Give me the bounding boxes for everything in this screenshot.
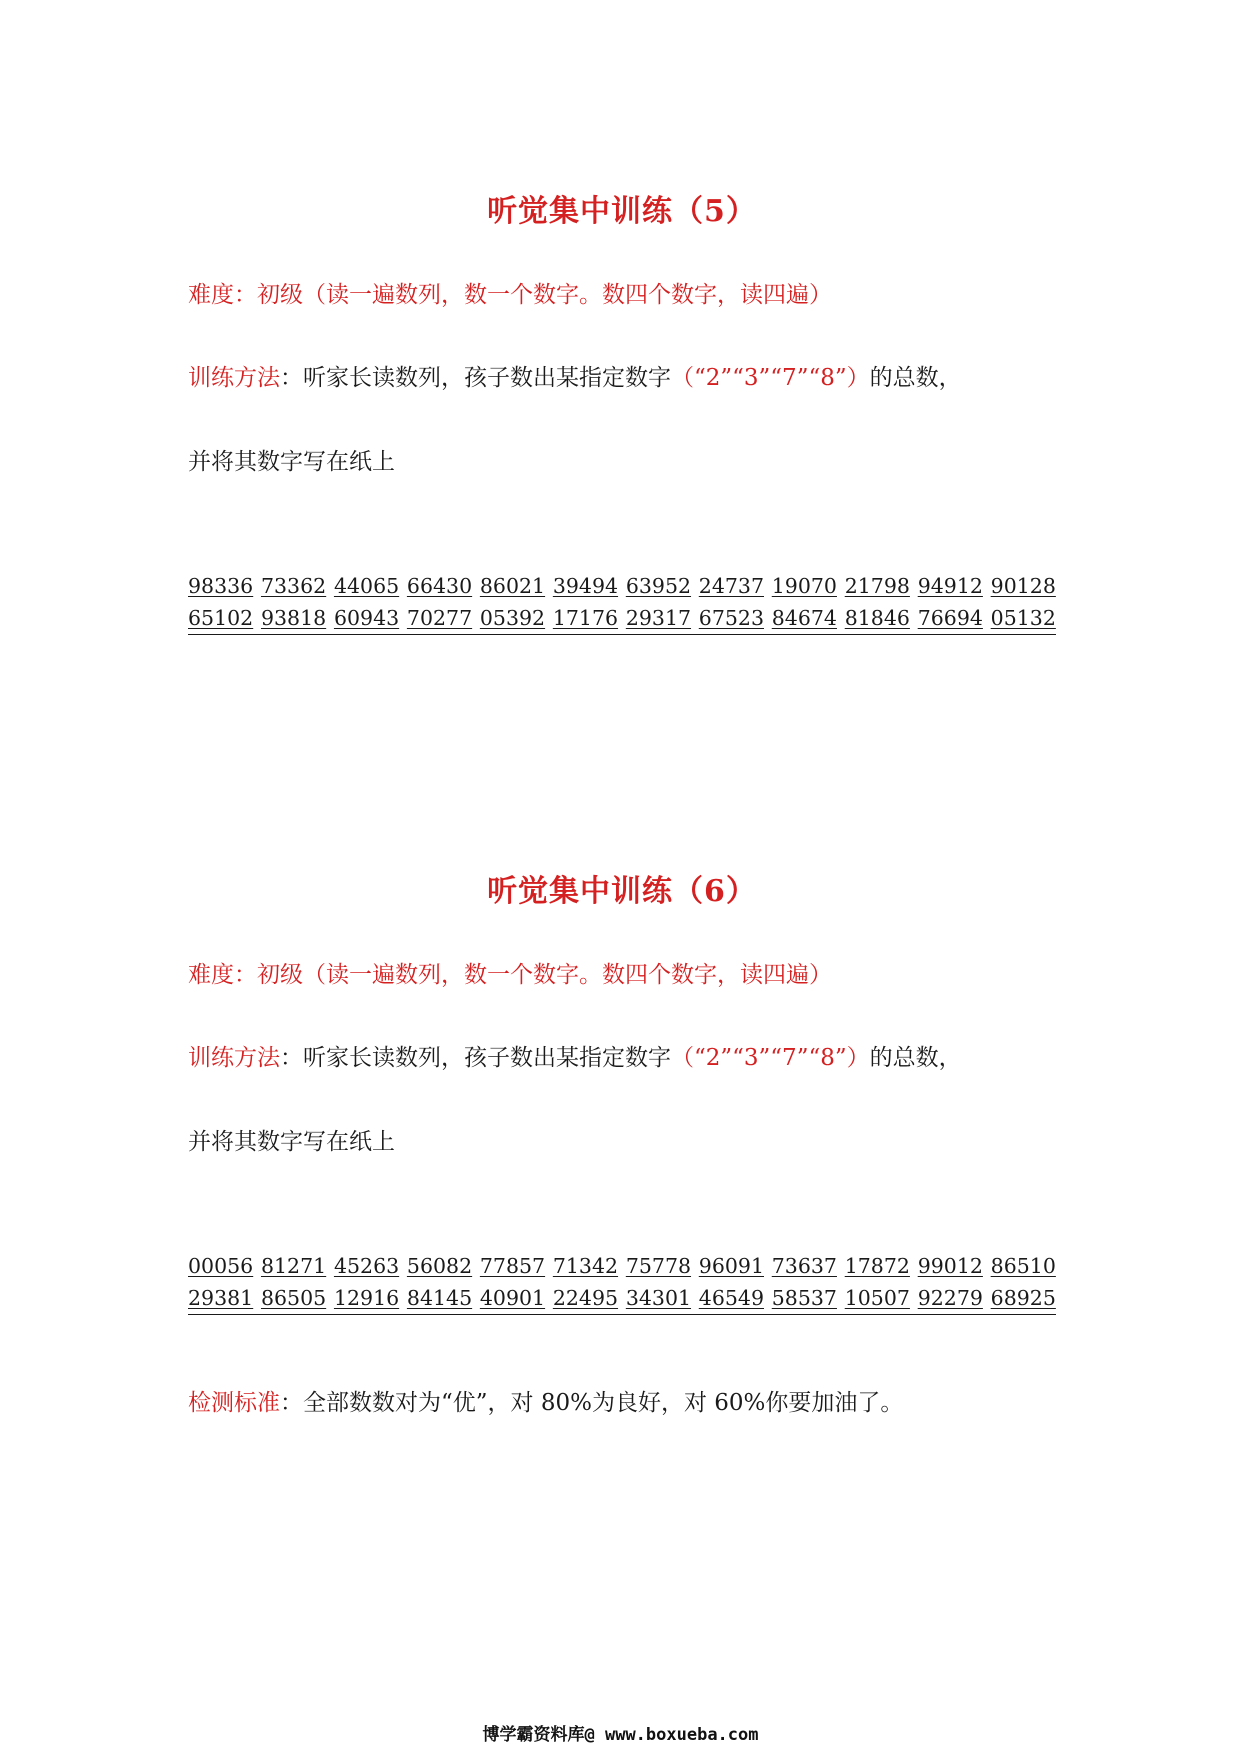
number-group: 17872: [844, 1254, 910, 1278]
method-colon: ：: [280, 365, 303, 391]
number-sequence: [188, 570, 1056, 635]
number-row: [188, 1250, 1056, 1282]
number-group: 68925: [990, 1286, 1056, 1310]
number-sequence: [188, 1250, 1056, 1315]
number-group: 40901: [479, 1286, 546, 1310]
method-colon: ：: [280, 1045, 303, 1071]
number-group: 90128: [990, 574, 1056, 598]
section-title: 听觉集中训练（6）: [487, 874, 757, 909]
number-group: 86510: [990, 1254, 1056, 1278]
number-group: 21798: [844, 574, 910, 598]
method-tail: 的总数，: [869, 1045, 962, 1071]
number-group: 19070: [771, 574, 837, 598]
number-group: 46549: [698, 1286, 764, 1310]
number-group: 29381: [188, 1286, 254, 1310]
method-text: 听家长读数列，孩子数出某指定数字: [303, 365, 671, 391]
number-group: 92279: [917, 1286, 983, 1310]
number-row: [188, 1282, 1056, 1314]
method-continuation: 并将其数字写在纸上: [188, 1129, 395, 1155]
number-group: 17176: [552, 606, 619, 630]
footer-watermark: 博学霸资料库@ www.boxueba.com: [482, 1725, 759, 1745]
number-group: 86505: [260, 1286, 327, 1310]
number-group: 12916: [333, 1286, 400, 1310]
number-group: 73637: [771, 1254, 837, 1278]
standard-text: ：全部数数对为“优”，对 80%为良好，对 60%你要加油了。: [280, 1390, 904, 1416]
standard-label: 检测标准: [188, 1390, 280, 1416]
number-group: 76694: [917, 606, 983, 630]
number-group: 24737: [698, 574, 764, 598]
method-tail: 的总数，: [869, 365, 962, 391]
number-group: 98336: [188, 574, 254, 598]
number-group: 70277: [406, 606, 473, 630]
number-group: 96091: [698, 1254, 764, 1278]
method-text: 听家长读数列，孩子数出某指定数字: [303, 1045, 671, 1071]
number-group: 58537: [771, 1286, 837, 1310]
number-group: 44065: [333, 574, 400, 598]
number-group: 86021: [479, 574, 546, 598]
number-group: 39494: [552, 574, 619, 598]
number-row: [188, 570, 1056, 602]
difficulty-line: 难度：初级（读一遍数列，数一个数字。数四个数字，读四遍）: [188, 962, 832, 988]
number-group: 66430: [406, 574, 473, 598]
method-digits: （“2”“3”“7”“8”）: [671, 365, 870, 391]
number-group: 29317: [625, 606, 692, 630]
number-group: 65102: [188, 606, 254, 630]
number-group: 84674: [771, 606, 837, 630]
detection-standard: [188, 1384, 903, 1417]
number-group: 22495: [552, 1286, 619, 1310]
number-group: 45263: [333, 1254, 400, 1278]
method-line: [188, 359, 962, 392]
number-group: 77857: [479, 1254, 546, 1278]
number-group: 99012: [917, 1254, 983, 1278]
number-group: 93818: [260, 606, 327, 630]
method-line: [188, 1039, 962, 1072]
number-group: 75778: [625, 1254, 692, 1278]
number-group: 05392: [479, 606, 546, 630]
number-group: 34301: [625, 1286, 692, 1310]
method-label: 训练方法: [188, 1045, 280, 1071]
number-group: 00056: [188, 1254, 254, 1278]
number-group: 56082: [406, 1254, 473, 1278]
section-title: 听觉集中训练（5）: [487, 194, 757, 229]
method-continuation: 并将其数字写在纸上: [188, 449, 395, 475]
number-group: 67523: [698, 606, 764, 630]
difficulty-line: 难度：初级（读一遍数列，数一个数字。数四个数字，读四遍）: [188, 282, 832, 308]
number-group: 10507: [844, 1286, 910, 1310]
number-row: [188, 602, 1056, 634]
number-group: 81271: [260, 1254, 327, 1278]
number-group: 94912: [917, 574, 983, 598]
number-group: 60943: [333, 606, 400, 630]
number-group: 73362: [260, 574, 327, 598]
number-group: 81846: [844, 606, 910, 630]
number-group: 71342: [552, 1254, 619, 1278]
number-group: 05132: [990, 606, 1056, 630]
method-digits: （“2”“3”“7”“8”）: [671, 1045, 870, 1071]
number-group: 63952: [625, 574, 692, 598]
number-group: 84145: [406, 1286, 473, 1310]
method-label: 训练方法: [188, 365, 280, 391]
